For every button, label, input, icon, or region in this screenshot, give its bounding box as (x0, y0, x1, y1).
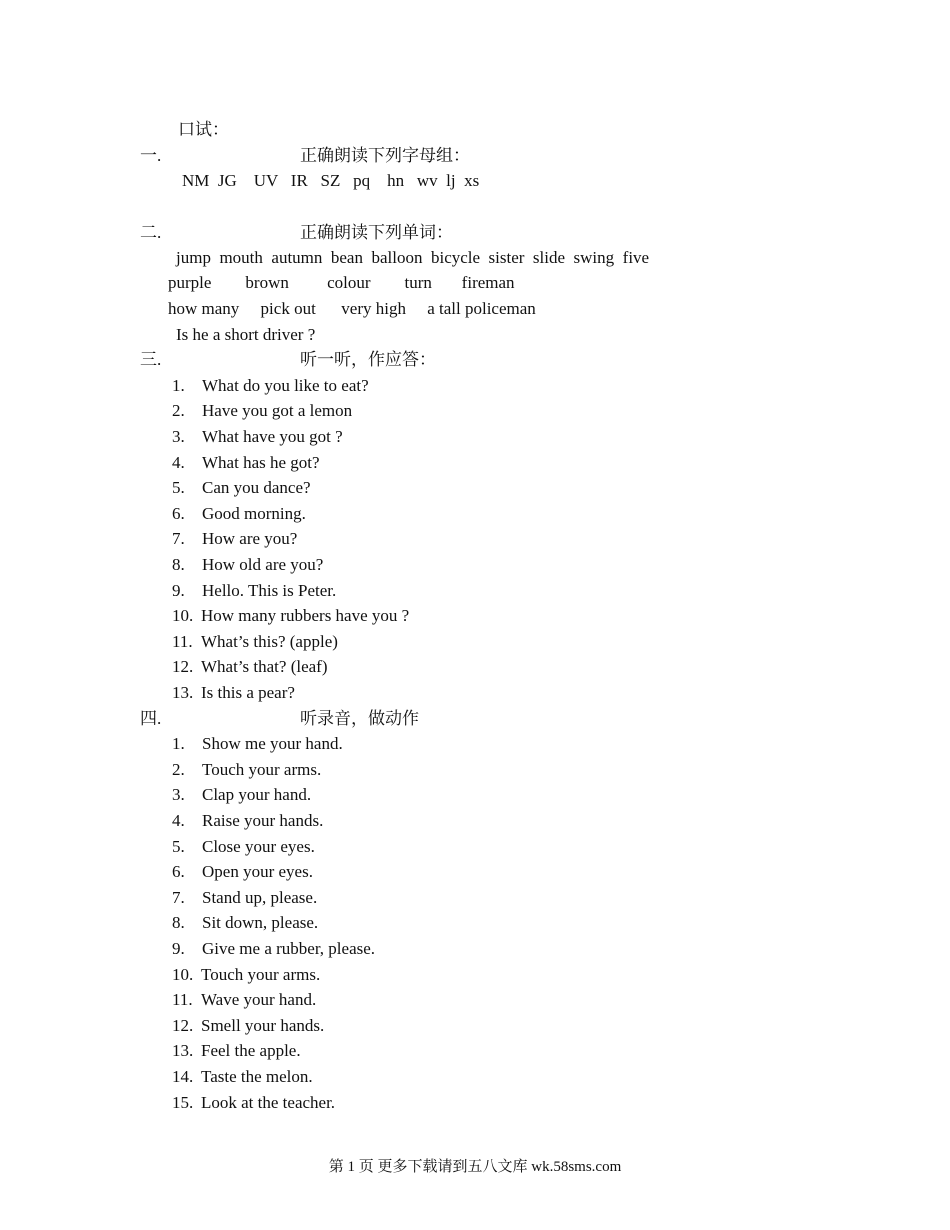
item-number: 7. (172, 888, 185, 907)
item-number: 4. (172, 453, 185, 472)
exam-header: 口试： (178, 120, 229, 139)
item-text: Feel the apple. (201, 1041, 301, 1060)
list-item (172, 808, 323, 834)
item-number: 8. (172, 555, 185, 574)
item-number: 10. (172, 606, 194, 625)
item-number: 1. (172, 734, 185, 753)
item-number: 10. (172, 965, 194, 984)
list-item (172, 680, 295, 706)
list-item (172, 782, 311, 808)
item-text: Hello. This is Peter. (202, 581, 337, 600)
item-text: Clap your hand. (202, 785, 312, 804)
item-number: 11. (172, 632, 193, 651)
item-text: What have you got ? (202, 427, 343, 446)
section4-number: 四. (140, 709, 162, 728)
list-item (172, 578, 336, 604)
list-item (172, 962, 320, 988)
item-text: Give me a rubber, please. (202, 939, 376, 958)
item-text: Have you got a lemon (202, 401, 353, 420)
item-text: Close your eyes. (202, 837, 315, 856)
item-text: What’s that? (leaf) (201, 657, 328, 676)
page-footer: 第 1 页 更多下载请到五八文库 wk.58sms.com (328, 1159, 622, 1175)
item-number: 14. (172, 1067, 194, 1086)
item-number: 13. (172, 1041, 194, 1060)
section2-words-line-1: jump mouth autumn bean balloon bicycle sister slide swing five (176, 248, 650, 267)
item-number: 13. (172, 683, 194, 702)
list-item (172, 501, 306, 527)
item-text: Touch your arms. (202, 760, 322, 779)
list-item (172, 398, 352, 424)
item-number: 8. (172, 913, 185, 932)
section3-title: 听一听，作应答： (300, 350, 436, 369)
list-item (172, 936, 375, 962)
item-text: Look at the teacher. (201, 1093, 336, 1112)
item-number: 12. (172, 1016, 194, 1035)
item-number: 6. (172, 862, 185, 881)
item-text: Raise your hands. (202, 811, 324, 830)
item-number: 3. (172, 785, 185, 804)
list-item (172, 859, 313, 885)
list-item (172, 910, 318, 936)
section2-words-line-4: Is he a short driver ? (176, 325, 316, 344)
section2-title: 正确朗读下列单词： (300, 223, 453, 242)
item-text: Good morning. (202, 504, 306, 523)
item-number: 2. (172, 760, 185, 779)
section1-number: 一. (140, 146, 162, 165)
item-text: Sit down, please. (202, 913, 319, 932)
item-number: 7. (172, 529, 185, 548)
item-text: What do you like to eat? (202, 376, 369, 395)
item-number: 6. (172, 504, 185, 523)
item-number: 11. (172, 990, 193, 1009)
item-text: What’s this? (apple) (201, 632, 338, 651)
item-text: How old are you? (202, 555, 324, 574)
section2-number: 二. (140, 223, 162, 242)
section2-words-line-3: how many pick out very high a tall policeman (168, 299, 536, 318)
item-text: Is this a pear? (201, 683, 295, 702)
list-item (172, 1064, 313, 1090)
list-item (172, 552, 323, 578)
list-item (172, 424, 343, 450)
list-item (172, 757, 321, 783)
list-item (172, 731, 343, 757)
list-item (172, 475, 311, 501)
item-number: 12. (172, 657, 194, 676)
item-text: Wave your hand. (201, 990, 317, 1009)
section3-number: 三. (140, 350, 162, 369)
list-item (172, 834, 315, 860)
list-item (172, 526, 297, 552)
list-item (172, 987, 316, 1013)
item-number: 5. (172, 837, 185, 856)
item-text: Show me your hand. (202, 734, 343, 753)
item-text: Stand up, please. (202, 888, 318, 907)
item-text: How many rubbers have you ? (201, 606, 410, 625)
item-text: How are you? (202, 529, 298, 548)
list-item (172, 629, 338, 655)
list-item (172, 1038, 301, 1064)
section1-title: 正确朗读下列字母组： (300, 146, 470, 165)
item-text: Taste the melon. (201, 1067, 313, 1086)
section2-words-line-2: purple brown colour turn fireman (168, 273, 515, 292)
list-item (172, 1090, 335, 1116)
item-number: 2. (172, 401, 185, 420)
item-number: 3. (172, 427, 185, 446)
list-item (172, 373, 369, 399)
item-number: 5. (172, 478, 185, 497)
item-text: Touch your arms. (201, 965, 321, 984)
list-item (172, 654, 328, 680)
item-text: Open your eyes. (202, 862, 313, 881)
list-item (172, 450, 320, 476)
list-item (172, 1013, 324, 1039)
item-text: Smell your hands. (201, 1016, 325, 1035)
item-number: 4. (172, 811, 185, 830)
list-item (172, 603, 409, 629)
item-number: 9. (172, 939, 185, 958)
item-number: 9. (172, 581, 185, 600)
item-text: What has he got? (202, 453, 320, 472)
item-number: 1. (172, 376, 185, 395)
section4-title: 听录音，做动作 (300, 709, 419, 728)
item-text: Can you dance? (202, 478, 311, 497)
item-number: 15. (172, 1093, 194, 1112)
list-item (172, 885, 317, 911)
section1-letters: NM JG UV IR SZ pq hn wv lj xs (182, 171, 480, 190)
